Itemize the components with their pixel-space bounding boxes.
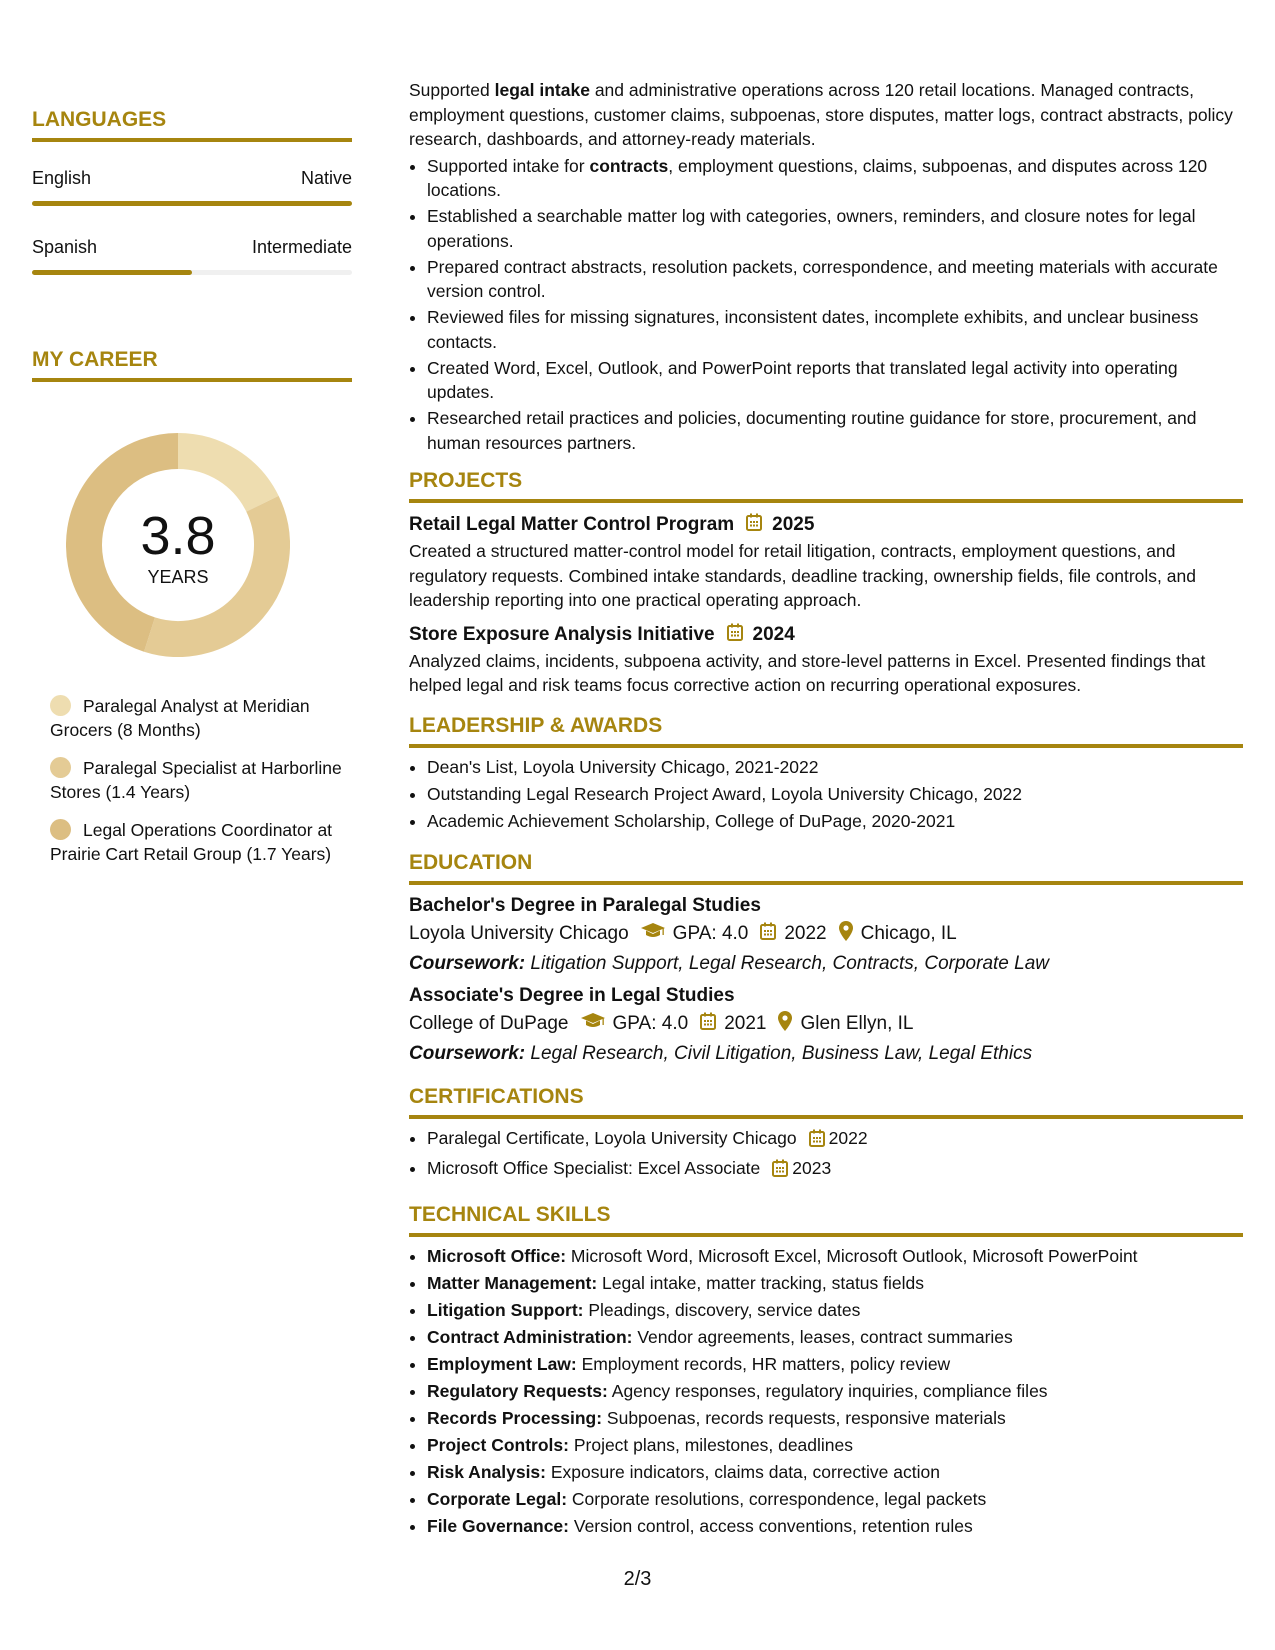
career-title: MY CAREER (32, 348, 352, 382)
list-item: • Created Word, Excel, Outlook, and PowerPoint reports that translated legal activity into operating updates. (427, 356, 1243, 405)
skill-label: Project Controls: (427, 1434, 569, 1455)
career-unit: YEARS (147, 567, 209, 587)
list-item (427, 1351, 1243, 1378)
coursework-label: Coursework: (409, 952, 526, 974)
summary-text: Supported (409, 80, 495, 100)
skill-value: Employment records, HR matters, policy review (576, 1353, 951, 1374)
location-pin-icon (778, 1011, 792, 1037)
list-item: • Established a searchable matter log with categories, owners, reminders, and closure notes for legal operations. (427, 204, 1243, 253)
skill-label: Risk Analysis: (427, 1461, 546, 1482)
skill-value: Corporate resolutions, correspondence, legal packets (567, 1488, 987, 1509)
gpa-text: GPA: 4.0 (612, 1012, 689, 1034)
gpa-text: GPA: 4.0 (672, 922, 749, 944)
location-pin-icon (839, 921, 853, 947)
graduation-year: 2022 (784, 922, 827, 944)
language-name: Spanish (32, 237, 98, 257)
list-item (427, 1297, 1243, 1324)
experience-summary (409, 78, 1243, 152)
certifications-list (409, 1125, 1243, 1185)
project-year: 2024 (752, 623, 795, 645)
school-name: College of DuPage (409, 1012, 569, 1034)
certification-year: 2022 (828, 1127, 868, 1148)
project-name: Retail Legal Matter Control Program (409, 514, 735, 535)
coursework (409, 1043, 1243, 1065)
list-item (427, 1459, 1243, 1486)
list-item (427, 1378, 1243, 1405)
bullet-bold-text: contracts (589, 155, 669, 176)
school-name: Loyola University Chicago (409, 922, 629, 944)
project-name: Store Exposure Analysis Initiative (409, 623, 715, 645)
skills-section (409, 1203, 1243, 1540)
career-entry-text: Paralegal Analyst at Meridian Grocers (8 Months) (50, 696, 310, 740)
school-location: Chicago, IL (860, 922, 957, 944)
skill-label: Regulatory Requests: (427, 1380, 608, 1401)
experience-bullets (409, 154, 1243, 456)
career-legend-item (50, 694, 350, 742)
project-description: Created a structured matter-control model for retail litigation, contracts, employment questions, and regulatory requests. Combined intake standards, deadline tracking, ownership fields, file controls, and leadership reporting into one practical operating approach. (409, 541, 1196, 610)
skill-value: Version control, access conventions, retention rules (569, 1515, 973, 1536)
graduation-cap-icon (581, 1013, 605, 1035)
graduation-cap-icon (641, 923, 665, 945)
coursework-list: Legal Research, Civil Litigation, Business Law, Legal Ethics (525, 1042, 1033, 1064)
certifications-section (409, 1085, 1243, 1185)
certification-name: Paralegal Certificate, Loyola University Chicago (427, 1127, 797, 1148)
donut-segment (178, 451, 262, 504)
leadership-list (409, 754, 1243, 835)
calendar-icon (772, 1158, 788, 1185)
career-total-years: 3.8 (140, 506, 216, 566)
skill-value: Microsoft Word, Microsoft Excel, Microsoft Outlook, Microsoft PowerPoint (566, 1245, 1138, 1266)
education-item (409, 895, 1243, 975)
experience-block (409, 78, 1243, 455)
coursework-list: Litigation Support, Legal Research, Contracts, Corporate Law (525, 952, 1049, 974)
language-name: English (32, 168, 92, 188)
calendar-icon (700, 1012, 716, 1036)
coursework-label: Coursework: (409, 1042, 526, 1064)
career-legend-item (50, 756, 350, 804)
degree-name: Associate's Degree in Legal Studies (409, 984, 735, 1006)
skill-value: Pleadings, discovery, service dates (583, 1299, 861, 1320)
certifications-title: CERTIFICATIONS (409, 1085, 1243, 1119)
certification-name: Microsoft Office Specialist: Excel Associate (427, 1157, 761, 1178)
skill-label: Litigation Support: (427, 1299, 584, 1320)
list-item: • Dean's List, Loyola University Chicago, 2021-2022 (427, 754, 1243, 781)
skill-value: Legal intake, matter tracking, status fields (597, 1272, 924, 1293)
list-item: • Reviewed files for missing signatures, inconsistent dates, incomplete exhibits, and unclear business contacts. (427, 305, 1243, 354)
language-level-bar (32, 201, 352, 206)
list-item: • Researched retail practices and policies, documenting routine guidance for store, procurement, and human resources partners. (427, 406, 1243, 455)
list-item: • Academic Achievement Scholarship, College of DuPage, 2020-2021 (427, 808, 1243, 835)
skill-value: Project plans, milestones, deadlines (568, 1434, 854, 1455)
language-level: Intermediate (251, 237, 352, 257)
skill-value: Exposure indicators, claims data, corrective action (546, 1461, 940, 1482)
legend-dot-icon (50, 695, 71, 716)
project-year: 2025 (772, 514, 815, 535)
legend-dot-icon (50, 757, 71, 778)
page-number: 2/3 (623, 1568, 652, 1590)
list-item (427, 1486, 1243, 1513)
list-item: • Outstanding Legal Research Project Award, Loyola University Chicago, 2022 (427, 781, 1243, 808)
list-item (427, 1405, 1243, 1432)
list-item: • Prepared contract abstracts, resolution packets, correspondence, and meeting materials with accurate version control. (427, 255, 1243, 304)
legend-dot-icon (50, 819, 71, 840)
language-level-fill (32, 201, 352, 206)
skill-label: Contract Administration: (427, 1326, 633, 1347)
list-item (427, 1324, 1243, 1351)
list-item (427, 1270, 1243, 1297)
language-level-bar (32, 270, 352, 275)
career-entry-text: Paralegal Specialist at Harborline Stores (1.4 Years) (50, 758, 342, 802)
calendar-icon (809, 1128, 825, 1155)
language-level-fill (32, 270, 192, 275)
main-content (409, 78, 1243, 1540)
career-legend (50, 694, 350, 880)
summary-text: and administrative operations across 120 retail locations. Managed contracts, employment questions, customer claims, subpoenas, store disputes, matter logs, contract abstracts, policy research, dashboards, and attorney-ready materials. (409, 80, 1233, 149)
list-item (427, 1155, 1243, 1185)
skill-label: Matter Management: (427, 1272, 598, 1293)
graduation-year: 2021 (724, 1012, 767, 1034)
education-item (409, 985, 1243, 1065)
skill-label: Corporate Legal: (427, 1488, 568, 1509)
skills-title: TECHNICAL SKILLS (409, 1203, 1243, 1237)
skill-label: Microsoft Office: (427, 1245, 567, 1266)
career-legend-item (50, 818, 350, 866)
education-title: EDUCATION (409, 851, 1243, 885)
calendar-icon (760, 922, 776, 946)
calendar-icon (727, 623, 743, 647)
list-item (427, 1432, 1243, 1459)
project-description: Analyzed claims, incidents, subpoena activity, and store-level patterns in Excel. Presented findings that helped legal and risk teams focus corrective action on recurring operational exposures. (409, 650, 1206, 695)
skill-value: Agency responses, regulatory inquiries, compliance files (607, 1380, 1048, 1401)
languages-title: LANGUAGES (32, 108, 352, 142)
language-item (32, 168, 352, 206)
projects-section (409, 469, 1243, 698)
project-item (409, 623, 1243, 698)
summary-bold-text: legal intake (494, 80, 590, 100)
education-section (409, 851, 1243, 1065)
bullet-text: Supported intake for (427, 155, 590, 176)
leadership-section (409, 714, 1243, 835)
list-item (427, 1513, 1243, 1540)
skill-label: File Governance: (427, 1515, 569, 1536)
skill-label: Records Processing: (427, 1407, 603, 1428)
skill-value: Subpoenas, records requests, responsive materials (602, 1407, 1006, 1428)
career-entry-text: Legal Operations Coordinator at Prairie Cart Retail Group (1.7 Years) (50, 820, 333, 864)
bullet-text: , employment questions, claims, subpoenas, and disputes across 120 locations. (427, 155, 1208, 200)
leadership-title: LEADERSHIP & AWARDS (409, 714, 1243, 748)
coursework (409, 953, 1243, 975)
list-item (427, 1243, 1243, 1270)
skill-label: Employment Law: (427, 1353, 577, 1374)
certification-year: 2023 (792, 1157, 832, 1178)
projects-title: PROJECTS (409, 469, 1243, 503)
skill-value: Vendor agreements, leases, contract summaries (632, 1326, 1013, 1347)
skills-list (409, 1243, 1243, 1540)
language-level: Native (300, 168, 352, 188)
language-item (32, 237, 352, 275)
degree-name: Bachelor's Degree in Paralegal Studies (409, 894, 761, 916)
list-item (427, 1125, 1243, 1155)
project-item (409, 513, 1243, 613)
school-location: Glen Ellyn, IL (800, 1012, 914, 1034)
list-item (427, 154, 1243, 203)
calendar-icon (746, 513, 762, 537)
career-donut-chart (66, 433, 290, 657)
